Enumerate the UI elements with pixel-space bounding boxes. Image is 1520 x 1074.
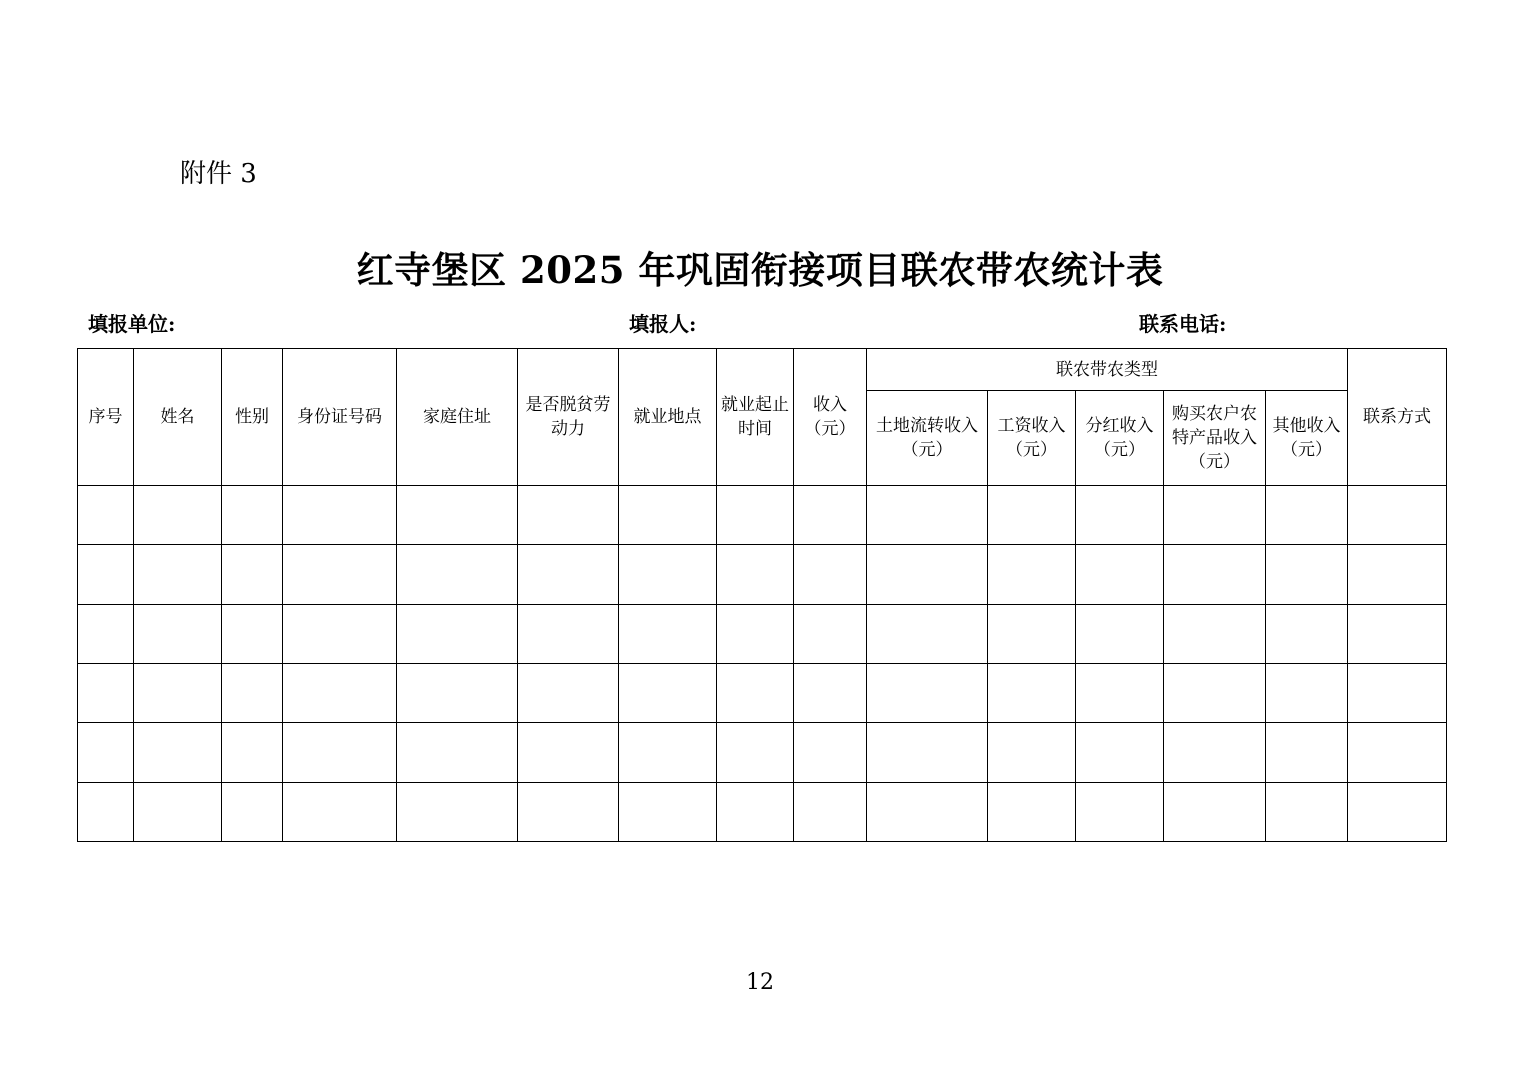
table-cell bbox=[1266, 604, 1348, 663]
table-cell bbox=[78, 782, 134, 841]
table-cell bbox=[283, 782, 397, 841]
header-gender: 性别 bbox=[222, 349, 283, 486]
header-dividend-income: 分红收入（元） bbox=[1076, 391, 1164, 486]
table-cell bbox=[1348, 663, 1447, 722]
statistics-table bbox=[77, 348, 1447, 842]
table-cell bbox=[1266, 663, 1348, 722]
header-work-period: 就业起止时间 bbox=[717, 349, 794, 486]
header-other-income: 其他收入（元） bbox=[1266, 391, 1348, 486]
table-cell bbox=[1266, 782, 1348, 841]
table-cell bbox=[1164, 486, 1266, 545]
table-cell bbox=[988, 723, 1076, 782]
table-cell bbox=[134, 782, 222, 841]
header-contact: 联系方式 bbox=[1348, 349, 1447, 486]
table-cell bbox=[867, 545, 988, 604]
table-cell bbox=[988, 545, 1076, 604]
table-cell bbox=[1164, 545, 1266, 604]
table-cell bbox=[1076, 545, 1164, 604]
table-cell bbox=[78, 545, 134, 604]
table-row bbox=[78, 486, 1447, 545]
table-cell bbox=[717, 545, 794, 604]
contact-phone-label: 联系电话: bbox=[1139, 312, 1227, 336]
table-cell bbox=[794, 604, 867, 663]
table-cell bbox=[1266, 545, 1348, 604]
table-cell bbox=[794, 782, 867, 841]
header-wage-income: 工资收入（元） bbox=[988, 391, 1076, 486]
table-cell bbox=[518, 723, 619, 782]
header-group-type: 联农带农类型 bbox=[867, 349, 1348, 391]
table-cell bbox=[518, 604, 619, 663]
table-cell bbox=[397, 486, 518, 545]
table-cell bbox=[867, 604, 988, 663]
table-cell bbox=[222, 723, 283, 782]
header-poverty-labor: 是否脱贫劳动力 bbox=[518, 349, 619, 486]
table-cell bbox=[222, 782, 283, 841]
table-cell bbox=[222, 604, 283, 663]
table-cell bbox=[518, 782, 619, 841]
header-income: 收入（元） bbox=[794, 349, 867, 486]
table-cell bbox=[283, 663, 397, 722]
table-cell bbox=[78, 663, 134, 722]
table-cell bbox=[1348, 723, 1447, 782]
table-cell bbox=[988, 604, 1076, 663]
table-cell bbox=[397, 782, 518, 841]
table-cell bbox=[397, 545, 518, 604]
table-cell bbox=[283, 486, 397, 545]
table-row bbox=[78, 663, 1447, 722]
header-land-income: 土地流转收入（元） bbox=[867, 391, 988, 486]
table-cell bbox=[619, 663, 717, 722]
table-cell bbox=[988, 486, 1076, 545]
table-cell bbox=[619, 782, 717, 841]
table-cell bbox=[397, 604, 518, 663]
table-cell bbox=[1076, 723, 1164, 782]
table-cell bbox=[222, 486, 283, 545]
reporter-label: 填报人: bbox=[629, 312, 697, 336]
header-purchase-income: 购买农户农特产品收入（元） bbox=[1164, 391, 1266, 486]
header-name: 姓名 bbox=[134, 349, 222, 486]
table-cell bbox=[397, 663, 518, 722]
table-cell bbox=[1164, 604, 1266, 663]
table-cell bbox=[222, 663, 283, 722]
table-body bbox=[78, 486, 1447, 842]
table-cell bbox=[794, 486, 867, 545]
table-row bbox=[78, 604, 1447, 663]
table-cell bbox=[867, 486, 988, 545]
table-cell bbox=[1348, 486, 1447, 545]
header-work-place: 就业地点 bbox=[619, 349, 717, 486]
table-cell bbox=[1076, 663, 1164, 722]
table-cell bbox=[78, 723, 134, 782]
table-cell bbox=[717, 663, 794, 722]
table-cell bbox=[1164, 782, 1266, 841]
table-cell bbox=[1076, 486, 1164, 545]
table-cell bbox=[1266, 486, 1348, 545]
table-cell bbox=[619, 486, 717, 545]
table-row bbox=[78, 782, 1447, 841]
table-cell bbox=[518, 545, 619, 604]
table-cell bbox=[283, 545, 397, 604]
table-cell bbox=[717, 723, 794, 782]
table-cell bbox=[397, 723, 518, 782]
table-cell bbox=[134, 604, 222, 663]
table-cell bbox=[1076, 782, 1164, 841]
table-cell bbox=[794, 723, 867, 782]
header-id-number: 身份证号码 bbox=[283, 349, 397, 486]
table-cell bbox=[619, 545, 717, 604]
table-cell bbox=[78, 604, 134, 663]
table-cell bbox=[518, 486, 619, 545]
table-cell bbox=[134, 663, 222, 722]
table-cell bbox=[1164, 723, 1266, 782]
table-cell bbox=[222, 545, 283, 604]
table-cell bbox=[619, 723, 717, 782]
table-cell bbox=[988, 782, 1076, 841]
table-row bbox=[78, 545, 1447, 604]
table-cell bbox=[867, 663, 988, 722]
table-cell bbox=[794, 663, 867, 722]
table-cell bbox=[283, 723, 397, 782]
table-row bbox=[78, 723, 1447, 782]
page-number: 12 bbox=[746, 970, 774, 995]
table-cell bbox=[518, 663, 619, 722]
table-cell bbox=[283, 604, 397, 663]
table-cell bbox=[1164, 663, 1266, 722]
table-cell bbox=[1348, 782, 1447, 841]
table-cell bbox=[717, 486, 794, 545]
table-cell bbox=[988, 663, 1076, 722]
table-cell bbox=[134, 723, 222, 782]
header-address: 家庭住址 bbox=[397, 349, 518, 486]
table-cell bbox=[134, 545, 222, 604]
table-cell bbox=[1266, 723, 1348, 782]
table-cell bbox=[867, 782, 988, 841]
table-cell bbox=[717, 782, 794, 841]
table-cell bbox=[619, 604, 717, 663]
table-cell bbox=[1348, 604, 1447, 663]
table-cell bbox=[867, 723, 988, 782]
reporting-unit-label: 填报单位: bbox=[88, 312, 176, 336]
attachment-label: 附件 3 bbox=[180, 159, 257, 189]
table-header-row bbox=[78, 349, 1447, 391]
table-cell bbox=[1348, 545, 1447, 604]
document-title: 红寺堡区 2025 年巩固衔接项目联农带农统计表 bbox=[356, 248, 1164, 292]
table-cell bbox=[1076, 604, 1164, 663]
table-cell bbox=[78, 486, 134, 545]
table-cell bbox=[134, 486, 222, 545]
header-serial: 序号 bbox=[78, 349, 134, 486]
table-cell bbox=[717, 604, 794, 663]
table-cell bbox=[794, 545, 867, 604]
